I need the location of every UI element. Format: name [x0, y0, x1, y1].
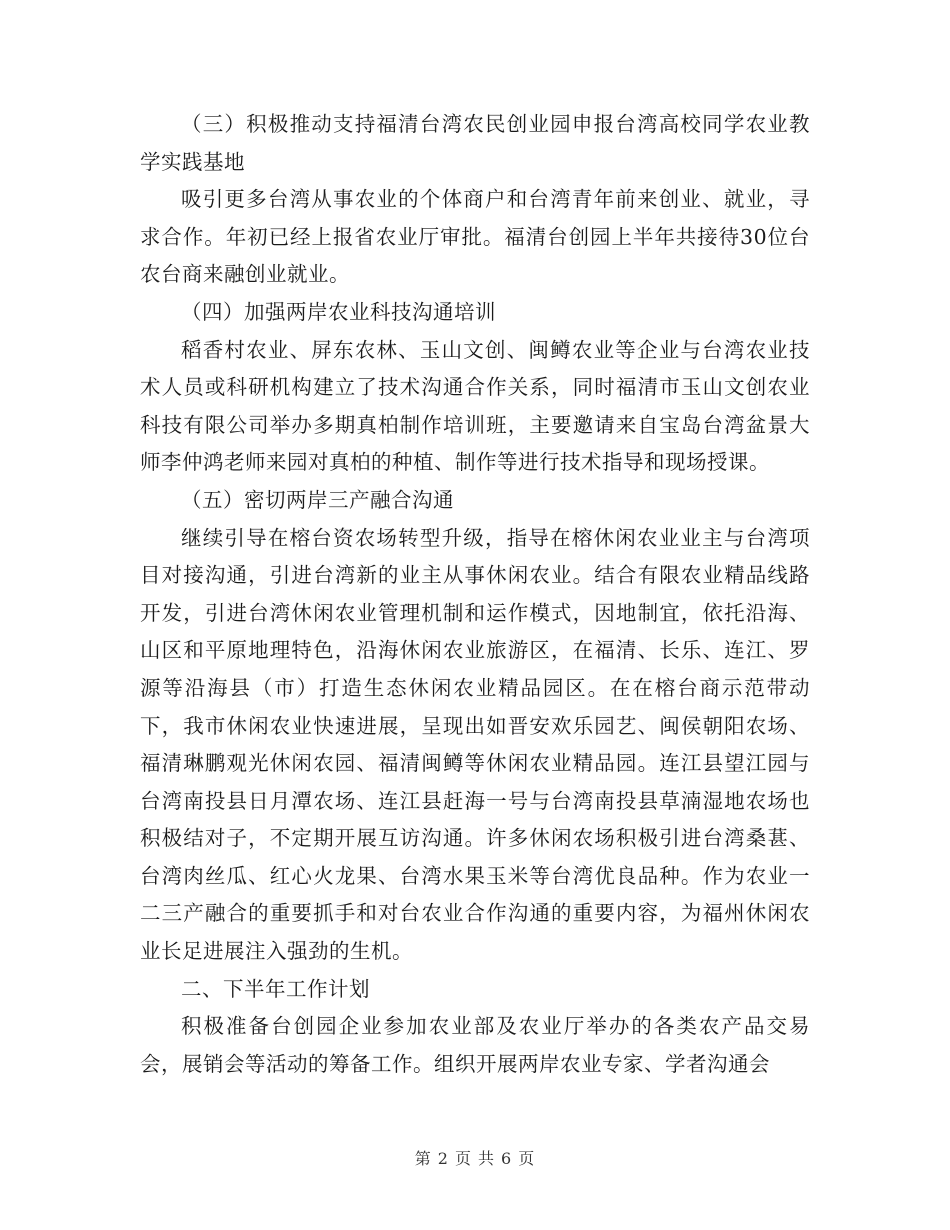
page-number: 2 — [437, 1149, 449, 1168]
section-heading-3: （三）积极推动支持福清台湾农民创业园申报台湾高校同学农业教学实践基地 — [140, 112, 810, 174]
body-paragraph: 稻香村农业、屏东农林、玉山文创、闽鳟农业等企业与台湾农业技术人员或科研机构建立了技术沟通合作关系，同时福清市玉山文创农业科技有限公司举办多期真柏制作培训班，主要邀请来自宝岛台湾盆景大师李仲鸿老师来园对真柏的种植、制作等进行技术指导和现场授课。 — [140, 337, 810, 475]
body-paragraph: 积极准备台创园企业参加农业部及农业厅举办的各类农产品交易会，展销会等活动的筹备工作。组织开展两岸农业专家、学者沟通会 — [140, 1014, 810, 1076]
body-paragraph: 继续引导在榕台资农场转型升级，指导在榕休闲农业业主与台湾项目对接沟通，引进台湾新的业主从事休闲农业。结合有限农业精品线路开发，引进台湾休闲农业管理机制和运作模式，因地制宜，依托沿海、山区和平原地理特色，沿海休闲农业旅游区，在福清、长乐、连江、罗源等沿海县（市）打造生态休闲农业精品园区。在在榕台商示范带动下，我市休闲农业快速进展，呈现出如晋安欢乐园艺、闽侯朝阳农场、福清琳鹏观光休闲农园、福清闽鳟等休闲农业精品园。连江县望江园与台湾南投县日月潭农场、连江县赶海一号与台湾南投县草湳湿地农场也积极结对子，不定期开展互访沟通。许多休闲农场积极引进台湾桑葚、台湾肉丝瓜、红心火龙果、台湾水果玉米等台湾优良品种。作为农业一二三产融合的重要抓手和对台农业合作沟通的重要内容，为福州休闲农业长足进展注入强劲的生机。 — [140, 525, 810, 964]
document-body — [140, 106, 810, 1083]
section-heading-plan: 二、下半年工作计划 — [181, 976, 370, 1001]
page-label-mid: 页 共 — [454, 1149, 496, 1168]
total-pages: 6 — [501, 1149, 513, 1168]
page-footer — [0, 1146, 950, 1169]
section-heading-5: （五）密切两岸三产融合沟通 — [181, 487, 454, 512]
body-paragraph: 吸引更多台湾从事农业的个体商户和台湾青年前来创业、就业，寻求合作。年初已经上报省农业厅审批。福清台创园上半年共接待30位台农台商来融创业就业。 — [140, 187, 810, 287]
section-heading-4: （四）加强两岸农业科技沟通培训 — [181, 299, 496, 324]
page-label-suffix: 页 — [518, 1149, 536, 1168]
page-label-prefix: 第 — [414, 1149, 432, 1168]
